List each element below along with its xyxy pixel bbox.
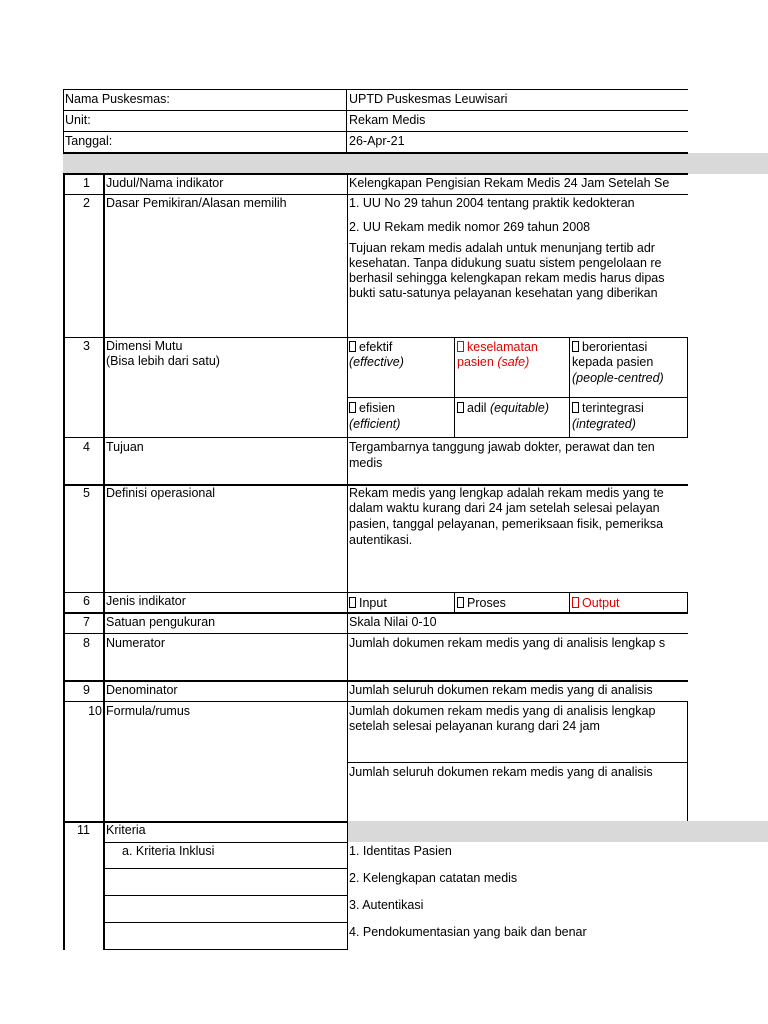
option-label: Proses <box>467 596 506 610</box>
header-label-unit: Unit: <box>65 113 91 127</box>
row-number: 5 <box>83 486 90 500</box>
grid-line <box>348 762 688 763</box>
grid-line <box>63 633 688 634</box>
row-label: Satuan pengukuran <box>106 615 216 629</box>
grid-line <box>63 437 688 438</box>
header-value-unit: Rekam Medis <box>349 113 426 127</box>
option-berorientasi-sub: kepada pasien <box>572 355 654 369</box>
grid-line <box>569 337 570 437</box>
row-number: 6 <box>83 594 90 608</box>
option-efektif-sub <box>349 354 404 370</box>
grid-line <box>454 592 455 612</box>
row-label: Dimensi Mutu <box>106 339 183 353</box>
grid-line <box>104 922 348 923</box>
row-label: Jenis indikator <box>106 594 186 608</box>
grid-line <box>104 949 348 950</box>
row-number: 4 <box>83 440 90 454</box>
grid-line <box>104 895 348 896</box>
grid-line <box>687 701 688 821</box>
grid-line <box>63 701 688 702</box>
row-number: 1 <box>83 176 90 190</box>
header-label-tanggal: Tanggal: <box>65 134 113 148</box>
checkbox-icon[interactable] <box>349 402 356 413</box>
row-value: Kelengkapan Pengisian Rekam Medis 24 Jam Setelah Se <box>349 176 670 190</box>
row-text-line: bukti satu-satunya pelayanan kesehatan yang diberikan <box>349 286 658 300</box>
option-efektif[interactable] <box>349 339 392 355</box>
row-text-line: berhasil sehingga kelengkapan rekam medis harus dipas <box>349 271 665 285</box>
criteria-item: 2. Kelengkapan catatan medis <box>349 871 518 885</box>
option-label-italic: (equitable) <box>489 401 550 415</box>
row-number: 11 <box>77 823 90 837</box>
option-label: Input <box>359 596 387 610</box>
header-value-puskesmas: UPTD Puskesmas Leuwisari <box>349 92 508 106</box>
formula-numerator-line: setelah selesai pelayanan kurang dari 24 jam <box>349 719 600 733</box>
row-text-line: Tujuan rekam medis adalah untuk menunjang tertib adr <box>349 241 655 255</box>
row-number: 2 <box>83 196 90 210</box>
checkbox-icon[interactable] <box>572 597 579 608</box>
separator-band <box>63 153 768 174</box>
option-label: Output <box>582 596 620 610</box>
option-output[interactable] <box>572 595 620 611</box>
row-value: Jumlah dokumen rekam medis yang di analisis lengkap s <box>349 636 666 650</box>
row-number: 10 <box>88 704 102 718</box>
option-input[interactable] <box>349 595 387 611</box>
option-keselamatan-sub <box>457 354 529 370</box>
criteria-item: 4. Pendokumentasian yang baik dan benar <box>349 925 587 939</box>
option-label: keselamatan <box>467 340 538 354</box>
row-value: Skala Nilai 0-10 <box>349 615 437 629</box>
grid-line <box>103 173 105 950</box>
row-text-line: kesehatan. Tanpa didukung suatu sistem pengelolaan re <box>349 256 662 270</box>
checkbox-icon[interactable] <box>349 341 356 352</box>
option-label: efisien <box>359 401 396 415</box>
checkbox-icon[interactable] <box>457 341 464 352</box>
row-text-line: 1. UU No 29 tahun 2004 tentang praktik kedokteran <box>349 196 635 210</box>
option-efisien-sub <box>349 416 400 432</box>
option-sublabel: (effective) <box>349 355 404 369</box>
row-label: Judul/Nama indikator <box>106 176 224 190</box>
row-label: Denominator <box>106 683 178 697</box>
row-label: Tujuan <box>106 440 144 454</box>
checkbox-icon[interactable] <box>349 597 356 608</box>
checkbox-icon[interactable] <box>572 402 579 413</box>
option-berorientasi-sub2 <box>572 370 664 386</box>
checkbox-icon[interactable] <box>457 402 464 413</box>
row-text-line: Rekam medis yang lengkap adalah rekam medis yang te <box>349 486 664 500</box>
option-efisien[interactable] <box>349 400 395 416</box>
criteria-item: 3. Autentikasi <box>349 898 424 912</box>
grid-line <box>454 337 455 437</box>
option-berorientasi[interactable] <box>572 339 647 355</box>
row-number: 7 <box>83 615 90 629</box>
row-number: 3 <box>83 339 90 353</box>
row-label: Definisi operasional <box>106 486 216 500</box>
grid-line <box>348 397 688 398</box>
grid-line <box>63 89 688 90</box>
header-value-tanggal: 26-Apr-21 <box>349 134 405 148</box>
option-sublabel: pasien <box>457 355 498 369</box>
grid-line <box>104 868 348 869</box>
option-sublabel: (people-centred) <box>572 371 664 385</box>
option-sublabel-italic: (safe) <box>497 355 530 369</box>
row-number: 9 <box>83 683 90 697</box>
row-label: Numerator <box>106 636 166 650</box>
row-text-line: dalam waktu kurang dari 24 jam setelah selesai pelayan <box>349 501 660 515</box>
grid-line <box>346 89 347 152</box>
option-adil[interactable] <box>457 400 549 416</box>
checkbox-icon[interactable] <box>572 341 579 352</box>
header-label-puskesmas: Nama Puskesmas: <box>65 92 170 106</box>
grid-line <box>63 152 688 154</box>
row-label: Formula/rumus <box>106 704 191 718</box>
option-sublabel: (integrated) <box>572 417 636 431</box>
row-label: Dasar Pemikiran/Alasan memilih <box>106 196 287 210</box>
grid-line <box>687 592 688 612</box>
option-terintegrasi-sub <box>572 416 636 432</box>
grid-line <box>347 173 348 950</box>
option-label: terintegrasi <box>582 401 644 415</box>
option-sublabel: (efficient) <box>349 417 401 431</box>
grid-line <box>63 131 688 132</box>
grid-line <box>63 110 688 111</box>
row-text-line: medis <box>349 456 383 470</box>
row-label: Kriteria <box>106 823 146 837</box>
checkbox-icon[interactable] <box>457 597 464 608</box>
grid-line <box>687 337 688 437</box>
option-label: berorientasi <box>582 340 648 354</box>
option-proses[interactable] <box>457 595 506 611</box>
row-sublabel: a. Kriteria Inklusi <box>122 844 215 858</box>
formula-numerator-line: Jumlah dokumen rekam medis yang di analisis lengkap <box>349 704 656 718</box>
kriteria-band <box>348 821 768 842</box>
row-text-line: Tergambarnya tanggung jawab dokter, perawat dan ten <box>349 440 655 454</box>
grid-line <box>63 89 64 152</box>
option-keselamatan[interactable] <box>457 339 538 355</box>
option-terintegrasi[interactable] <box>572 400 644 416</box>
row-text-line: autentikasi. <box>349 533 413 547</box>
row-text-line: 2. UU Rekam medik nomor 269 tahun 2008 <box>349 220 591 234</box>
grid-line <box>569 592 570 612</box>
row-value: Jumlah seluruh dokumen rekam medis yang di analisis <box>349 683 653 697</box>
criteria-item: 1. Identitas Pasien <box>349 844 452 858</box>
row-text-line: pasien, tanggal pelayanan, pemeriksaan fisik, pemeriksa <box>349 517 664 531</box>
row-sublabel: (Bisa lebih dari satu) <box>106 354 220 368</box>
option-label: adil <box>467 401 490 415</box>
row-number: 8 <box>83 636 90 650</box>
formula-denominator: Jumlah seluruh dokumen rekam medis yang di analisis <box>349 765 653 779</box>
option-label: efektif <box>359 340 393 354</box>
